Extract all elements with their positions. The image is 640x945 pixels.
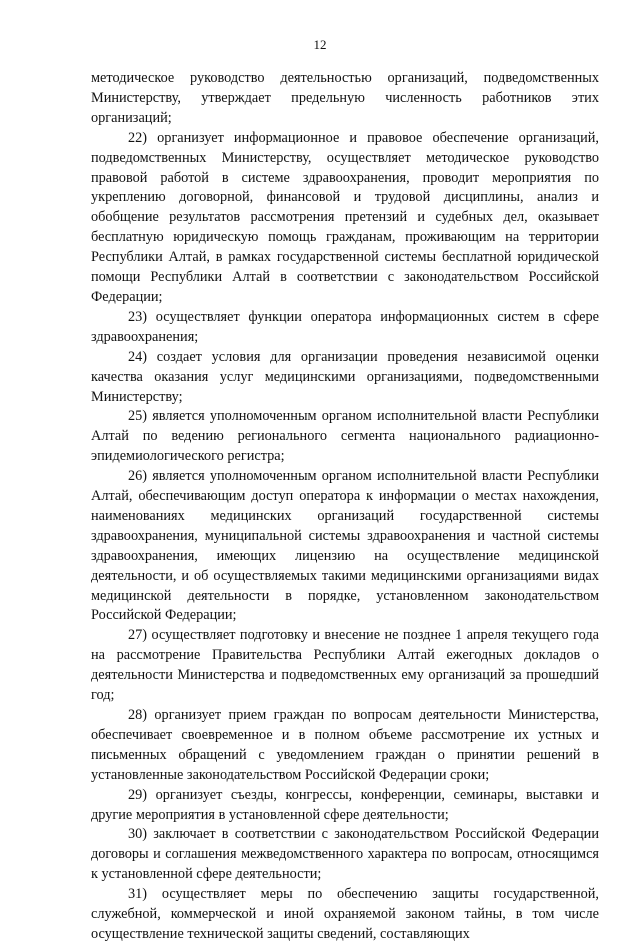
paragraph-item-29: 29) организует съезды, конгрессы, конференции, семинары, выставки и другие мероприятия в установленной сфере деятельности; — [91, 786, 599, 823]
paragraph-item-31: 31) осуществляет меры по обеспечению защиты государственной, служебной, коммерческой и иной охраняемой законом тайны, в том числе осуществление технической защиты сведений, составляющих — [91, 886, 599, 942]
paragraph-item-30: 30) заключает в соответствии с законодательством Российской Федерации договоры и соглашения межведомственного характера по вопросам, относящимся к установленной сфере деятельности; — [91, 826, 599, 883]
page-number: 12 — [313, 37, 327, 52]
document-body — [91, 69, 599, 945]
paragraph-item-27: 27) осуществляет подготовку и внесение не позднее 1 апреля текущего года на рассмотрение Правительства Республики Алтай ежегодных докладов о деятельности Министерства и подведомственных ему организаций за прошедший год; — [91, 627, 599, 704]
paragraph-item-25: 25) является уполномоченным органом исполнительной власти Республики Алтай по ведению регионального сегмента национального радиационно-эпидемиологического регистра; — [91, 408, 599, 465]
paragraph-item-26: 26) является уполномоченным органом исполнительной власти Республики Алтай, обеспечивающим доступ оператора к информации о местах нахождения, наименованиях медицинских организаций государственной системы здравоохранения, муниципальной системы здравоохранения и частной системы здравоохранения, имеющих лицензию на осуществление медицинской деятельности, и об осуществляемых такими медицинскими организациями видах медицинской деятельности в порядке, установленном законодательством Российской Федерации; — [91, 468, 599, 624]
paragraph-continuation: методическое руководство деятельностью организаций, подведомственных Министерству, утверждает предельную численность работников этих организаций; — [91, 70, 599, 126]
paragraph-item-22: 22) организует информационное и правовое обеспечение организаций, подведомственных Министерству, осуществляет методическое руководство правовой работой в системе здравоохранения, проводит мероприятия по укреплению договорной, финансовой и трудовой дисциплины, анализ и обобщение результатов рассмотрения претензий и судебных дел, оказывает бесплатную юридическую помощь гражданам, проживающим на территории Республики Алтай, в рамках государственной системы бесплатной юридической помощи Республики Алтай в соответствии с законодательством Российской Федерации; — [91, 129, 599, 305]
paragraph-item-24: 24) создает условия для организации проведения независимой оценки качества оказания услуг медицинскими организациями, подведомственными Министерству; — [91, 348, 599, 405]
paragraph-item-23: 23) осуществляет функции оператора информационных систем в сфере здравоохранения; — [91, 308, 599, 345]
paragraph-item-28: 28) организует прием граждан по вопросам деятельности Министерства, обеспечивает своевременное и в полном объеме рассмотрение их устных и письменных обращений с уведомлением граждан о принятии решений в установленные законодательством Российской Федерации сроки; — [91, 707, 599, 783]
